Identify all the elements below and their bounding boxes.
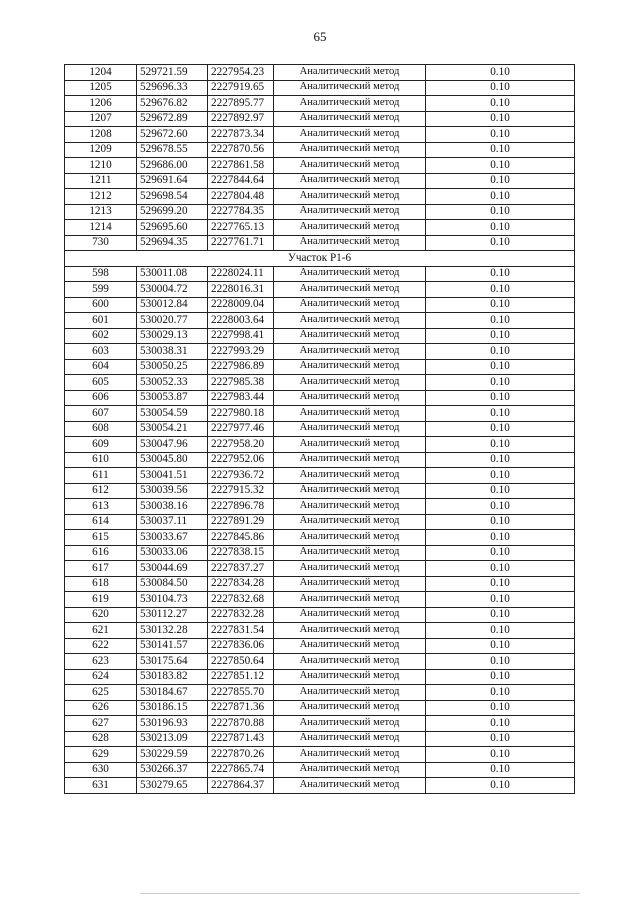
precision-cell: 0.10: [426, 607, 575, 623]
point-number-cell: 623: [65, 654, 137, 670]
y-coordinate-cell: 2228009.04: [208, 297, 274, 313]
point-number-cell: 630: [65, 762, 137, 778]
precision-cell: 0.10: [426, 685, 575, 701]
precision-cell: 0.10: [426, 127, 575, 143]
y-coordinate-cell: 2227837.27: [208, 561, 274, 577]
point-number-cell: 1210: [65, 158, 137, 174]
y-coordinate-cell: 2227851.12: [208, 669, 274, 685]
table-row: [65, 452, 575, 468]
method-cell: Аналитический метод: [274, 669, 426, 685]
method-cell: Аналитический метод: [274, 437, 426, 453]
y-coordinate-cell: 2227832.28: [208, 607, 274, 623]
table-row: [65, 142, 575, 158]
method-cell: Аналитический метод: [274, 313, 426, 329]
y-coordinate-cell: 2227986.89: [208, 359, 274, 375]
table-row: [65, 561, 575, 577]
table-row: [65, 127, 575, 143]
y-coordinate-cell: 2227870.26: [208, 747, 274, 763]
y-coordinate-cell: 2227845.86: [208, 530, 274, 546]
x-coordinate-cell: 529698.54: [137, 189, 208, 205]
y-coordinate-cell: 2227936.72: [208, 468, 274, 484]
x-coordinate-cell: 529691.64: [137, 173, 208, 189]
method-cell: Аналитический метод: [274, 220, 426, 236]
point-number-cell: 611: [65, 468, 137, 484]
table-row: [65, 313, 575, 329]
precision-cell: 0.10: [426, 700, 575, 716]
point-number-cell: 609: [65, 437, 137, 453]
table-row: [65, 530, 575, 546]
coordinates-table-body: [65, 65, 575, 794]
precision-cell: 0.10: [426, 669, 575, 685]
table-row: [65, 638, 575, 654]
precision-cell: 0.10: [426, 344, 575, 360]
table-row: [65, 437, 575, 453]
x-coordinate-cell: 530266.37: [137, 762, 208, 778]
point-number-cell: 602: [65, 328, 137, 344]
x-coordinate-cell: 529672.60: [137, 127, 208, 143]
y-coordinate-cell: 2227871.36: [208, 700, 274, 716]
table-row: [65, 266, 575, 282]
y-coordinate-cell: 2227864.37: [208, 778, 274, 794]
point-number-cell: 1208: [65, 127, 137, 143]
table-row: [65, 220, 575, 236]
point-number-cell: 619: [65, 592, 137, 608]
precision-cell: 0.10: [426, 235, 575, 251]
point-number-cell: 600: [65, 297, 137, 313]
table-row: [65, 545, 575, 561]
precision-cell: 0.10: [426, 514, 575, 530]
x-coordinate-cell: 529696.33: [137, 80, 208, 96]
x-coordinate-cell: 530037.11: [137, 514, 208, 530]
precision-cell: 0.10: [426, 499, 575, 515]
point-number-cell: 603: [65, 344, 137, 360]
y-coordinate-cell: 2227836.06: [208, 638, 274, 654]
x-coordinate-cell: 530184.67: [137, 685, 208, 701]
point-number-cell: 1205: [65, 80, 137, 96]
point-number-cell: 615: [65, 530, 137, 546]
y-coordinate-cell: 2227844.64: [208, 173, 274, 189]
point-number-cell: 627: [65, 716, 137, 732]
x-coordinate-cell: 530141.57: [137, 638, 208, 654]
table-row: [65, 96, 575, 112]
point-number-cell: 599: [65, 282, 137, 298]
point-number-cell: 601: [65, 313, 137, 329]
method-cell: Аналитический метод: [274, 328, 426, 344]
y-coordinate-cell: 2228024.11: [208, 266, 274, 282]
precision-cell: 0.10: [426, 762, 575, 778]
point-number-cell: 610: [65, 452, 137, 468]
y-coordinate-cell: 2227952.06: [208, 452, 274, 468]
precision-cell: 0.10: [426, 545, 575, 561]
method-cell: Аналитический метод: [274, 654, 426, 670]
x-coordinate-cell: 530054.21: [137, 421, 208, 437]
method-cell: Аналитический метод: [274, 282, 426, 298]
method-cell: Аналитический метод: [274, 80, 426, 96]
method-cell: Аналитический метод: [274, 375, 426, 391]
x-coordinate-cell: 529695.60: [137, 220, 208, 236]
x-coordinate-cell: 529676.82: [137, 96, 208, 112]
y-coordinate-cell: 2227765.13: [208, 220, 274, 236]
coordinates-table: [64, 64, 575, 794]
x-coordinate-cell: 529699.20: [137, 204, 208, 220]
precision-cell: 0.10: [426, 220, 575, 236]
point-number-cell: 1204: [65, 65, 137, 81]
precision-cell: 0.10: [426, 406, 575, 422]
method-cell: Аналитический метод: [274, 499, 426, 515]
method-cell: Аналитический метод: [274, 65, 426, 81]
x-coordinate-cell: 530033.67: [137, 530, 208, 546]
x-coordinate-cell: 529672.89: [137, 111, 208, 127]
method-cell: Аналитический метод: [274, 142, 426, 158]
precision-cell: 0.10: [426, 452, 575, 468]
method-cell: Аналитический метод: [274, 561, 426, 577]
x-coordinate-cell: 530052.33: [137, 375, 208, 391]
x-coordinate-cell: 530054.59: [137, 406, 208, 422]
y-coordinate-cell: 2227870.88: [208, 716, 274, 732]
x-coordinate-cell: 530039.56: [137, 483, 208, 499]
table-row: [65, 173, 575, 189]
table-row: [65, 499, 575, 515]
precision-cell: 0.10: [426, 297, 575, 313]
table-row: [65, 623, 575, 639]
point-number-cell: 607: [65, 406, 137, 422]
x-coordinate-cell: 529686.00: [137, 158, 208, 174]
precision-cell: 0.10: [426, 747, 575, 763]
x-coordinate-cell: 530183.82: [137, 669, 208, 685]
table-row: [65, 468, 575, 484]
y-coordinate-cell: 2227855.70: [208, 685, 274, 701]
x-coordinate-cell: 530045.80: [137, 452, 208, 468]
method-cell: Аналитический метод: [274, 778, 426, 794]
precision-cell: 0.10: [426, 173, 575, 189]
table-row: [65, 762, 575, 778]
table-row: [65, 235, 575, 251]
table-row: [65, 189, 575, 205]
table-row: [65, 654, 575, 670]
section-title: Участок Р1-6: [65, 251, 575, 267]
point-number-cell: 604: [65, 359, 137, 375]
table-row: [65, 158, 575, 174]
x-coordinate-cell: 530047.96: [137, 437, 208, 453]
method-cell: Аналитический метод: [274, 623, 426, 639]
table-row: [65, 778, 575, 794]
y-coordinate-cell: 2227804.48: [208, 189, 274, 205]
method-cell: Аналитический метод: [274, 731, 426, 747]
point-number-cell: 605: [65, 375, 137, 391]
y-coordinate-cell: 2227873.34: [208, 127, 274, 143]
y-coordinate-cell: 2227958.20: [208, 437, 274, 453]
method-cell: Аналитический метод: [274, 297, 426, 313]
y-coordinate-cell: 2228016.31: [208, 282, 274, 298]
table-row: [65, 297, 575, 313]
y-coordinate-cell: 2227977.46: [208, 421, 274, 437]
point-number-cell: 1212: [65, 189, 137, 205]
x-coordinate-cell: 530050.25: [137, 359, 208, 375]
x-coordinate-cell: 530053.87: [137, 390, 208, 406]
point-number-cell: 626: [65, 700, 137, 716]
y-coordinate-cell: 2227993.29: [208, 344, 274, 360]
table-row: [65, 669, 575, 685]
method-cell: Аналитический метод: [274, 390, 426, 406]
point-number-cell: 612: [65, 483, 137, 499]
precision-cell: 0.10: [426, 359, 575, 375]
method-cell: Аналитический метод: [274, 747, 426, 763]
precision-cell: 0.10: [426, 313, 575, 329]
x-coordinate-cell: 530004.72: [137, 282, 208, 298]
method-cell: Аналитический метод: [274, 514, 426, 530]
precision-cell: 0.10: [426, 111, 575, 127]
point-number-cell: 618: [65, 576, 137, 592]
x-coordinate-cell: 530038.16: [137, 499, 208, 515]
method-cell: Аналитический метод: [274, 189, 426, 205]
point-number-cell: 620: [65, 607, 137, 623]
precision-cell: 0.10: [426, 654, 575, 670]
table-row: [65, 576, 575, 592]
x-coordinate-cell: 529694.35: [137, 235, 208, 251]
method-cell: Аналитический метод: [274, 359, 426, 375]
point-number-cell: 629: [65, 747, 137, 763]
x-coordinate-cell: 530029.13: [137, 328, 208, 344]
point-number-cell: 608: [65, 421, 137, 437]
precision-cell: 0.10: [426, 468, 575, 484]
point-number-cell: 1211: [65, 173, 137, 189]
precision-cell: 0.10: [426, 96, 575, 112]
x-coordinate-cell: 529678.55: [137, 142, 208, 158]
y-coordinate-cell: 2227870.56: [208, 142, 274, 158]
method-cell: Аналитический метод: [274, 716, 426, 732]
precision-cell: 0.10: [426, 623, 575, 639]
precision-cell: 0.10: [426, 65, 575, 81]
precision-cell: 0.10: [426, 592, 575, 608]
table-row: [65, 514, 575, 530]
precision-cell: 0.10: [426, 530, 575, 546]
y-coordinate-cell: 2227896.78: [208, 499, 274, 515]
method-cell: Аналитический метод: [274, 235, 426, 251]
method-cell: Аналитический метод: [274, 468, 426, 484]
method-cell: Аналитический метод: [274, 483, 426, 499]
method-cell: Аналитический метод: [274, 406, 426, 422]
y-coordinate-cell: 2227980.18: [208, 406, 274, 422]
method-cell: Аналитический метод: [274, 545, 426, 561]
y-coordinate-cell: 2227838.15: [208, 545, 274, 561]
x-coordinate-cell: 530213.09: [137, 731, 208, 747]
point-number-cell: 1206: [65, 96, 137, 112]
method-cell: Аналитический метод: [274, 344, 426, 360]
table-row: [65, 65, 575, 81]
y-coordinate-cell: 2227850.64: [208, 654, 274, 670]
x-coordinate-cell: 530186.15: [137, 700, 208, 716]
precision-cell: 0.10: [426, 483, 575, 499]
precision-cell: 0.10: [426, 204, 575, 220]
table-row: [65, 204, 575, 220]
table-row: [65, 406, 575, 422]
x-coordinate-cell: 530011.08: [137, 266, 208, 282]
y-coordinate-cell: 2227915.32: [208, 483, 274, 499]
y-coordinate-cell: 2227919.65: [208, 80, 274, 96]
table-row: [65, 483, 575, 499]
table-row: [65, 390, 575, 406]
method-cell: Аналитический метод: [274, 266, 426, 282]
method-cell: Аналитический метод: [274, 421, 426, 437]
point-number-cell: 1207: [65, 111, 137, 127]
point-number-cell: 1209: [65, 142, 137, 158]
table-row: [65, 592, 575, 608]
precision-cell: 0.10: [426, 142, 575, 158]
y-coordinate-cell: 2227891.29: [208, 514, 274, 530]
x-coordinate-cell: 530279.65: [137, 778, 208, 794]
point-number-cell: 1214: [65, 220, 137, 236]
method-cell: Аналитический метод: [274, 685, 426, 701]
x-coordinate-cell: 530020.77: [137, 313, 208, 329]
precision-cell: 0.10: [426, 390, 575, 406]
method-cell: Аналитический метод: [274, 452, 426, 468]
table-row: [65, 375, 575, 391]
x-coordinate-cell: 530104.73: [137, 592, 208, 608]
x-coordinate-cell: 530112.27: [137, 607, 208, 623]
page-number: 65: [313, 29, 327, 44]
y-coordinate-cell: 2227865.74: [208, 762, 274, 778]
point-number-cell: 621: [65, 623, 137, 639]
table-row: [65, 747, 575, 763]
y-coordinate-cell: 2227983.44: [208, 390, 274, 406]
point-number-cell: 614: [65, 514, 137, 530]
y-coordinate-cell: 2227761.71: [208, 235, 274, 251]
precision-cell: 0.10: [426, 266, 575, 282]
y-coordinate-cell: 2227784.35: [208, 204, 274, 220]
precision-cell: 0.10: [426, 158, 575, 174]
precision-cell: 0.10: [426, 576, 575, 592]
method-cell: Аналитический метод: [274, 204, 426, 220]
point-number-cell: 606: [65, 390, 137, 406]
y-coordinate-cell: 2227985.38: [208, 375, 274, 391]
point-number-cell: 624: [65, 669, 137, 685]
method-cell: Аналитический метод: [274, 592, 426, 608]
table-row: [65, 344, 575, 360]
x-coordinate-cell: 530132.28: [137, 623, 208, 639]
point-number-cell: 613: [65, 499, 137, 515]
method-cell: Аналитический метод: [274, 638, 426, 654]
precision-cell: 0.10: [426, 80, 575, 96]
x-coordinate-cell: 530084.50: [137, 576, 208, 592]
y-coordinate-cell: 2227831.54: [208, 623, 274, 639]
table-row: [65, 421, 575, 437]
y-coordinate-cell: 2227954.23: [208, 65, 274, 81]
precision-cell: 0.10: [426, 716, 575, 732]
method-cell: Аналитический метод: [274, 127, 426, 143]
y-coordinate-cell: 2227895.77: [208, 96, 274, 112]
precision-cell: 0.10: [426, 375, 575, 391]
precision-cell: 0.10: [426, 731, 575, 747]
precision-cell: 0.10: [426, 561, 575, 577]
precision-cell: 0.10: [426, 189, 575, 205]
table-row: [65, 716, 575, 732]
point-number-cell: 631: [65, 778, 137, 794]
x-coordinate-cell: 530041.51: [137, 468, 208, 484]
table-row: [65, 80, 575, 96]
x-coordinate-cell: 530044.69: [137, 561, 208, 577]
table-row: [65, 328, 575, 344]
method-cell: Аналитический метод: [274, 607, 426, 623]
table-row: [65, 685, 575, 701]
table-row: [65, 731, 575, 747]
x-coordinate-cell: 530229.59: [137, 747, 208, 763]
x-coordinate-cell: 530175.64: [137, 654, 208, 670]
x-coordinate-cell: 530033.06: [137, 545, 208, 561]
y-coordinate-cell: 2227892.97: [208, 111, 274, 127]
precision-cell: 0.10: [426, 437, 575, 453]
page-edge-line: [140, 893, 580, 894]
method-cell: Аналитический метод: [274, 96, 426, 112]
precision-cell: 0.10: [426, 282, 575, 298]
y-coordinate-cell: 2227871.43: [208, 731, 274, 747]
point-number-cell: 1213: [65, 204, 137, 220]
y-coordinate-cell: 2227834.28: [208, 576, 274, 592]
point-number-cell: 622: [65, 638, 137, 654]
section-header-row: [65, 251, 575, 267]
point-number-cell: 617: [65, 561, 137, 577]
table-row: [65, 700, 575, 716]
x-coordinate-cell: 529721.59: [137, 65, 208, 81]
x-coordinate-cell: 530012.84: [137, 297, 208, 313]
point-number-cell: 625: [65, 685, 137, 701]
precision-cell: 0.10: [426, 638, 575, 654]
point-number-cell: 730: [65, 235, 137, 251]
precision-cell: 0.10: [426, 778, 575, 794]
method-cell: Аналитический метод: [274, 576, 426, 592]
y-coordinate-cell: 2227861.58: [208, 158, 274, 174]
method-cell: Аналитический метод: [274, 530, 426, 546]
y-coordinate-cell: 2227832.68: [208, 592, 274, 608]
precision-cell: 0.10: [426, 328, 575, 344]
method-cell: Аналитический метод: [274, 158, 426, 174]
point-number-cell: 628: [65, 731, 137, 747]
table-row: [65, 282, 575, 298]
x-coordinate-cell: 530038.31: [137, 344, 208, 360]
method-cell: Аналитический метод: [274, 111, 426, 127]
point-number-cell: 598: [65, 266, 137, 282]
method-cell: Аналитический метод: [274, 700, 426, 716]
y-coordinate-cell: 2227998.41: [208, 328, 274, 344]
table-row: [65, 607, 575, 623]
point-number-cell: 616: [65, 545, 137, 561]
table-row: [65, 111, 575, 127]
x-coordinate-cell: 530196.93: [137, 716, 208, 732]
y-coordinate-cell: 2228003.64: [208, 313, 274, 329]
method-cell: Аналитический метод: [274, 173, 426, 189]
method-cell: Аналитический метод: [274, 762, 426, 778]
table-row: [65, 359, 575, 375]
precision-cell: 0.10: [426, 421, 575, 437]
